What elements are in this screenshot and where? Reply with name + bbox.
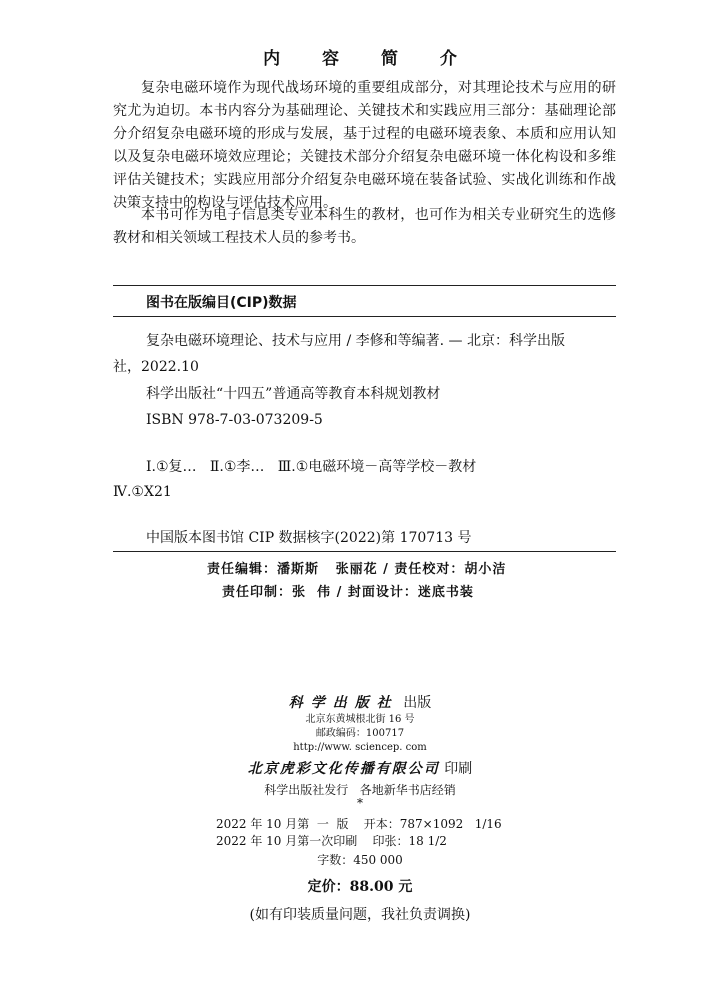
publisher-address: 北京东黄城根北街 16 号	[305, 714, 415, 725]
separator-star: *	[357, 796, 363, 810]
cip-classification: Ⅰ.①复… Ⅱ.①李… Ⅲ.①电磁环境－高等学校－教材	[146, 459, 477, 475]
price-label: 定价：	[307, 879, 350, 895]
publisher-name: 科学出版社	[288, 695, 399, 711]
publisher-line	[0, 692, 720, 712]
cip-heading: 图书在版编目(CIP)数据	[146, 295, 297, 311]
credits-printing: 责任印制：张 伟 / 封面设计：迷底书装	[222, 585, 474, 600]
cip-record-number: 中国版本图书馆 CIP 数据核字(2022)第 170713 号	[146, 530, 472, 546]
cip-classification-cont: Ⅳ.①X21	[113, 484, 172, 500]
cip-isbn: ISBN 978-7-03-073209-5	[146, 412, 323, 428]
publisher-suffix: 出版	[403, 695, 432, 711]
cip-heading-divider	[113, 316, 616, 317]
price-value: 88.00 元	[349, 879, 413, 895]
cip-series: 科学出版社“十四五”普通高等教育本科规划教材	[146, 386, 441, 402]
distribution-line: 科学出版社发行 各地新华书店经销	[264, 783, 456, 797]
cip-top-divider	[113, 285, 616, 286]
cip-bottom-divider	[113, 551, 616, 552]
intro-paragraph-2: 本书可作为电子信息类专业本科生的教材，也可作为相关专业研究生的选修教材和相关领域工程技术人员的参考书。	[113, 207, 616, 246]
intro-paragraph-1: 复杂电磁环境作为现代战场环境的重要组成部分，对其理论技术与应用的研究尤为迫切。本书内容分为基础理论、关键技术和实践应用三部分：基础理论部分介绍复杂电磁环境的形成与发展，基于过程的电磁环境表象、本质和应用认知以及复杂电磁环境效应理论；关键技术部分介绍复杂电磁环境一体化构设和多维评估关键技术；实践应用部分介绍复杂电磁环境在装备试验、实战化训练和作战决策支持中的构设与评估技术应用。	[113, 80, 616, 211]
quality-notice: (如有印装质量问题，我社负责调换)	[249, 907, 471, 923]
publisher-postcode: 邮政编码：100717	[315, 728, 405, 739]
printer-line	[0, 758, 720, 778]
edition-line: 2022 年 10 月第 一 版 开本：787×1092 1/16	[216, 817, 502, 831]
cip-entry-line1: 复杂电磁环境理论、技术与应用 / 李修和等编著. — 北京：科学出版	[146, 333, 565, 349]
printer-name: 北京虎彩文化传播有限公司	[247, 761, 440, 777]
cip-entry-line1-cont: 社，2022.10	[113, 359, 199, 375]
printer-suffix: 印刷	[444, 761, 473, 777]
page-title: 内 容 简 介	[263, 49, 475, 69]
word-count: 字数：450 000	[317, 853, 403, 867]
price-line	[0, 876, 720, 896]
credits-editors: 责任编辑：潘斯斯 张丽花 / 责任校对：胡小洁	[207, 562, 507, 577]
printing-line: 2022 年 10 月第一次印刷 印张：18 1/2	[216, 834, 447, 848]
publisher-url: http://www. sciencep. com	[293, 742, 427, 753]
